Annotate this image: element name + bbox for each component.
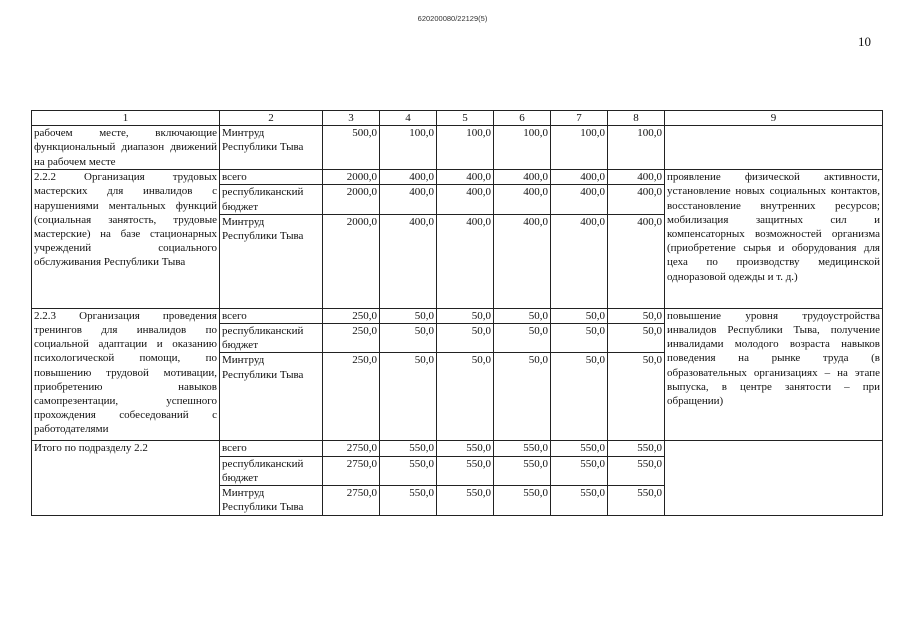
value-cell: 550,0 bbox=[608, 456, 665, 485]
funding-source: Минтруд Республики Тыва bbox=[220, 486, 323, 516]
value-cell: 550,0 bbox=[380, 486, 437, 516]
value-cell: 250,0 bbox=[323, 308, 380, 323]
funding-source: всего bbox=[220, 170, 323, 185]
value-cell: 50,0 bbox=[494, 353, 551, 441]
value-cell: 2750,0 bbox=[323, 441, 380, 456]
funding-source: всего bbox=[220, 308, 323, 323]
header-cell: 7 bbox=[551, 111, 608, 126]
header-cell: 8 bbox=[608, 111, 665, 126]
value-cell: 50,0 bbox=[380, 353, 437, 441]
value-cell: 50,0 bbox=[437, 324, 494, 353]
value-cell: 550,0 bbox=[551, 441, 608, 456]
value-cell: 50,0 bbox=[437, 353, 494, 441]
value-cell: 50,0 bbox=[608, 353, 665, 441]
header-cell: 3 bbox=[323, 111, 380, 126]
value-cell: 2000,0 bbox=[323, 214, 380, 308]
header-row bbox=[32, 111, 883, 126]
value-cell: 100,0 bbox=[608, 126, 665, 170]
value-cell: 50,0 bbox=[494, 308, 551, 323]
value-cell: 100,0 bbox=[494, 126, 551, 170]
funding-source: Минтруд Республики Тыва bbox=[220, 353, 323, 441]
value-cell: 400,0 bbox=[551, 170, 608, 185]
value-cell: 400,0 bbox=[437, 185, 494, 214]
header-cell: 9 bbox=[665, 111, 883, 126]
value-cell: 2750,0 bbox=[323, 456, 380, 485]
funding-source: республиканский бюджет bbox=[220, 456, 323, 485]
value-cell: 50,0 bbox=[380, 308, 437, 323]
header-cell: 2 bbox=[220, 111, 323, 126]
value-cell: 550,0 bbox=[437, 456, 494, 485]
value-cell: 250,0 bbox=[323, 324, 380, 353]
value-cell: 400,0 bbox=[494, 185, 551, 214]
program-table bbox=[31, 110, 883, 516]
expected-result bbox=[665, 441, 883, 516]
subsection-total-label: Итого по подразделу 2.2 bbox=[32, 441, 220, 516]
funding-source: республиканский бюджет bbox=[220, 324, 323, 353]
value-cell: 100,0 bbox=[380, 126, 437, 170]
value-cell: 550,0 bbox=[494, 486, 551, 516]
event-description: рабочем месте, включающие функциональный диапазон движений на рабочем месте bbox=[32, 126, 220, 170]
value-cell: 550,0 bbox=[551, 486, 608, 516]
value-cell: 550,0 bbox=[608, 441, 665, 456]
value-cell: 550,0 bbox=[608, 486, 665, 516]
value-cell: 50,0 bbox=[608, 308, 665, 323]
value-cell: 100,0 bbox=[551, 126, 608, 170]
value-cell: 400,0 bbox=[551, 185, 608, 214]
table-row bbox=[32, 170, 883, 185]
value-cell: 100,0 bbox=[437, 126, 494, 170]
funding-source: всего bbox=[220, 441, 323, 456]
value-cell: 550,0 bbox=[494, 456, 551, 485]
value-cell: 550,0 bbox=[437, 441, 494, 456]
event-description: 2.2.2 Организация трудовых мастерских для инвалидов с нарушениями ментальных функций (социальная занятость, трудовые мастерские) на базе стационарных учреждений социального обслуживания Республики Тыва bbox=[32, 170, 220, 309]
value-cell: 2000,0 bbox=[323, 185, 380, 214]
value-cell: 50,0 bbox=[608, 324, 665, 353]
header-cell: 4 bbox=[380, 111, 437, 126]
funding-source: Минтруд Республики Тыва bbox=[220, 214, 323, 308]
expected-result bbox=[665, 126, 883, 170]
event-description: 2.2.3 Организация проведения тренингов для инвалидов по социальной адаптации и оказанию психологической помощи, по повышению трудовой мотивации, приобретению навыков самопрезентации, успешного прохождения собеседований с работодателями bbox=[32, 308, 220, 441]
value-cell: 50,0 bbox=[551, 353, 608, 441]
value-cell: 400,0 bbox=[494, 170, 551, 185]
value-cell: 2750,0 bbox=[323, 486, 380, 516]
funding-source: республиканский бюджет bbox=[220, 185, 323, 214]
value-cell: 400,0 bbox=[608, 185, 665, 214]
value-cell: 400,0 bbox=[437, 170, 494, 185]
table-row bbox=[32, 441, 883, 456]
header-cell: 1 bbox=[32, 111, 220, 126]
header-cell: 5 bbox=[437, 111, 494, 126]
value-cell: 400,0 bbox=[380, 214, 437, 308]
value-cell: 400,0 bbox=[437, 214, 494, 308]
value-cell: 400,0 bbox=[551, 214, 608, 308]
value-cell: 50,0 bbox=[494, 324, 551, 353]
expected-result: повышение уровня трудоустройства инвалидов Республики Тыва, получение инвалидами молодого возраста навыков поведения на рынке труда (в образовательных организациях – на этапе выпуска, в центре занятости – при обращении) bbox=[665, 308, 883, 441]
value-cell: 400,0 bbox=[380, 170, 437, 185]
table-row bbox=[32, 126, 883, 170]
value-cell: 550,0 bbox=[380, 441, 437, 456]
value-cell: 550,0 bbox=[380, 456, 437, 485]
value-cell: 50,0 bbox=[551, 324, 608, 353]
funding-source: Минтруд Республики Тыва bbox=[220, 126, 323, 170]
value-cell: 400,0 bbox=[608, 170, 665, 185]
value-cell: 400,0 bbox=[494, 214, 551, 308]
value-cell: 50,0 bbox=[437, 308, 494, 323]
value-cell: 550,0 bbox=[437, 486, 494, 516]
page-number: 10 bbox=[858, 34, 871, 49]
value-cell: 2000,0 bbox=[323, 170, 380, 185]
expected-result: проявление физической активности, установление новых социальных контактов, восстановление внутренних ресурсов; мобилизация защитных сил и компенсаторных возможностей организма (приобретение сырья и оборудования для цеха по производству медицинской одноразовой одежды и т. д.) bbox=[665, 170, 883, 309]
value-cell: 400,0 bbox=[380, 185, 437, 214]
document-code: 620200080/22129(5) bbox=[417, 14, 488, 23]
value-cell: 400,0 bbox=[608, 214, 665, 308]
value-cell: 50,0 bbox=[380, 324, 437, 353]
value-cell: 550,0 bbox=[551, 456, 608, 485]
table-row bbox=[32, 308, 883, 323]
value-cell: 250,0 bbox=[323, 353, 380, 441]
value-cell: 550,0 bbox=[494, 441, 551, 456]
header-cell: 6 bbox=[494, 111, 551, 126]
value-cell: 50,0 bbox=[551, 308, 608, 323]
value-cell: 500,0 bbox=[323, 126, 380, 170]
